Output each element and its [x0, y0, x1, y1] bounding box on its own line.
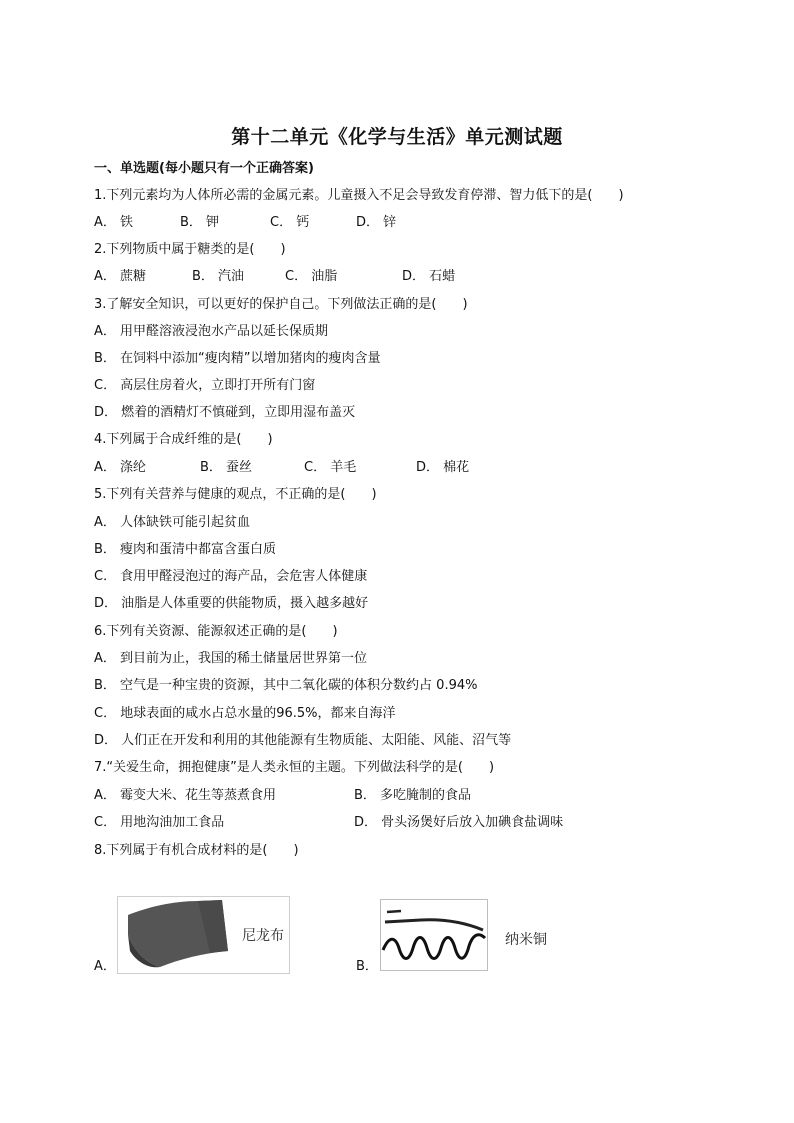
option-a[interactable]: A． 涤纶 — [94, 460, 147, 475]
option-d[interactable]: D． 骨头汤煲好后放入加碘食盐调味 — [354, 815, 564, 830]
option-d[interactable]: D． 棉花 — [416, 460, 470, 475]
question-5-option-d[interactable]: D． 油脂是人体重要的供能物质，摄入越多越好 — [94, 596, 369, 611]
option-c[interactable]: C． 用地沟油加工食品 — [94, 815, 225, 830]
question-5-option-c[interactable]: C． 食用甲醛浸泡过的海产品，会危害人体健康 — [94, 569, 368, 584]
question-6-option-b[interactable]: B． 空气是一种宝贵的资源，其中二氧化碳的体积分数约占 0.94% — [94, 678, 478, 693]
option-d[interactable]: D． 锌 — [356, 215, 397, 230]
question-8-option-a-label[interactable]: A． — [94, 959, 116, 974]
option-a[interactable]: A． 铁 — [94, 215, 134, 230]
option-b[interactable]: B． 汽油 — [192, 269, 245, 284]
page-title: 第十二单元《化学与生活》单元测试题 — [231, 126, 563, 148]
question-6-stem: 6.下列有关资源、能源叙述正确的是( ) — [94, 624, 338, 639]
nano-copper-icon — [381, 900, 487, 970]
question-8-option-b-label[interactable]: B． — [356, 959, 378, 974]
option-b[interactable]: B． 钾 — [180, 215, 220, 230]
nano-copper-image[interactable] — [380, 899, 488, 971]
option-c[interactable]: C． 油脂 — [285, 269, 338, 284]
question-4-stem: 4.下列属于合成纤维的是( ) — [94, 432, 273, 447]
question-3-option-c[interactable]: C． 高层住房着火，立即打开所有门窗 — [94, 378, 316, 393]
question-6-option-a[interactable]: A． 到目前为止，我国的稀土储量居世界第一位 — [94, 651, 368, 666]
question-6-option-c[interactable]: C． 地球表面的咸水占总水量的96.5%，都来自海洋 — [94, 706, 396, 721]
question-3-option-b[interactable]: B． 在饲料中添加“瘦肉精”以增加猪肉的瘦肉含量 — [94, 351, 381, 366]
option-a[interactable]: A． 霉变大米、花生等蒸煮食用 — [94, 788, 277, 803]
question-5-stem: 5.下列有关营养与健康的观点，不正确的是( ) — [94, 487, 377, 502]
question-3-option-d[interactable]: D． 燃着的酒精灯不慎碰到，立即用湿布盖灭 — [94, 405, 356, 420]
question-2-stem: 2.下列物质中属于糖类的是( ) — [94, 242, 286, 257]
question-5-option-b[interactable]: B． 瘦肉和蛋清中都富含蛋白质 — [94, 542, 277, 557]
question-3-stem: 3.了解安全知识，可以更好的保护自己。下列做法正确的是( ) — [94, 297, 468, 312]
option-d[interactable]: D． 石蜡 — [402, 269, 456, 284]
question-6-option-d[interactable]: D． 人们正在开发和利用的其他能源有生物质能、太阳能、风能、沼气等 — [94, 733, 512, 748]
option-b[interactable]: B． 蚕丝 — [200, 460, 253, 475]
section-heading: 一、单选题(每小题只有一个正确答案) — [94, 161, 314, 176]
option-c[interactable]: C． 羊毛 — [304, 460, 357, 475]
question-5-option-a[interactable]: A． 人体缺铁可能引起贫血 — [94, 515, 251, 530]
question-7-stem: 7.“关爱生命，拥抱健康”是人类永恒的主题。下列做法科学的是( ) — [94, 760, 495, 775]
nylon-caption: 尼龙布 — [242, 928, 284, 944]
option-c[interactable]: C． 钙 — [270, 215, 310, 230]
option-b[interactable]: B． 多吃腌制的食品 — [354, 788, 472, 803]
nano-copper-caption: 纳米铜 — [505, 932, 547, 948]
option-a[interactable]: A． 蔗糖 — [94, 269, 147, 284]
question-8-stem: 8.下列属于有机合成材料的是( ) — [94, 843, 299, 858]
nylon-cloth-image[interactable] — [117, 896, 290, 974]
question-3-option-a[interactable]: A． 用甲醛溶液浸泡水产品以延长保质期 — [94, 324, 329, 339]
question-1-stem: 1.下列元素均为人体所必需的金属元素。儿童摄入不足会导致发育停滞、智力低下的是( ) — [94, 188, 624, 203]
